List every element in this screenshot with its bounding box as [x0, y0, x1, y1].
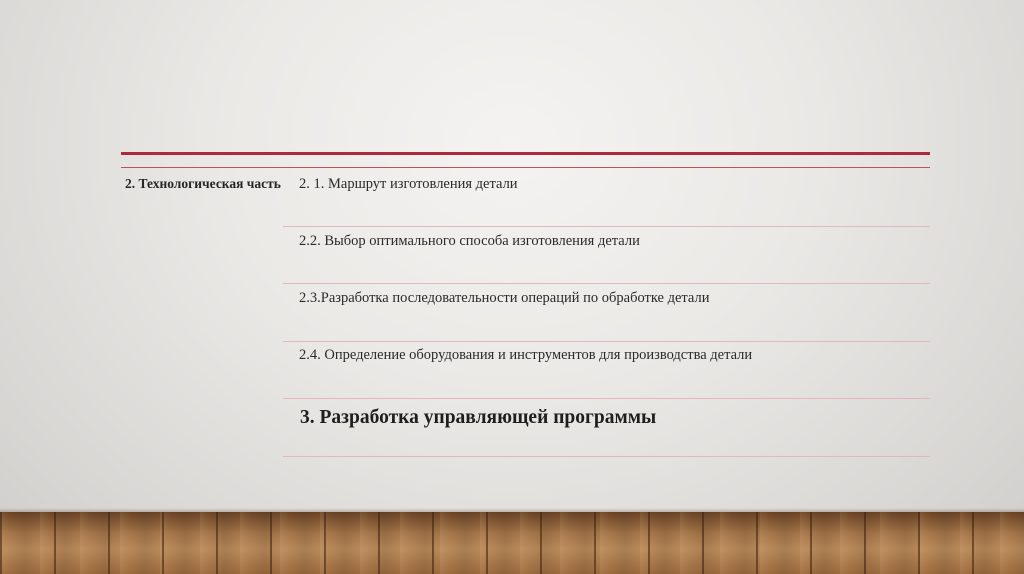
list-item-route: 2. 1. Маршрут изготовления детали	[299, 176, 518, 192]
next-section-heading: 3. Разработка управляющей программы	[300, 407, 657, 428]
list-item-method: 2.2. Выбор оптимального способа изготовления детали	[299, 233, 640, 249]
wooden-floor-image	[0, 512, 1024, 574]
list-item-equipment: 2.4. Определение оборудования и инструментов для производства детали	[299, 347, 753, 363]
row-divider	[283, 283, 930, 284]
row-divider	[283, 398, 930, 399]
list-item-operations: 2.3.Разработка последовательности операций по обработке детали	[299, 290, 710, 306]
top-accent-rule	[121, 152, 930, 155]
row-divider	[283, 226, 930, 227]
top-accent-rule-thin	[121, 167, 930, 168]
row-divider	[283, 456, 930, 457]
section-label: 2. Технологическая часть	[125, 176, 281, 191]
row-divider	[283, 341, 930, 342]
